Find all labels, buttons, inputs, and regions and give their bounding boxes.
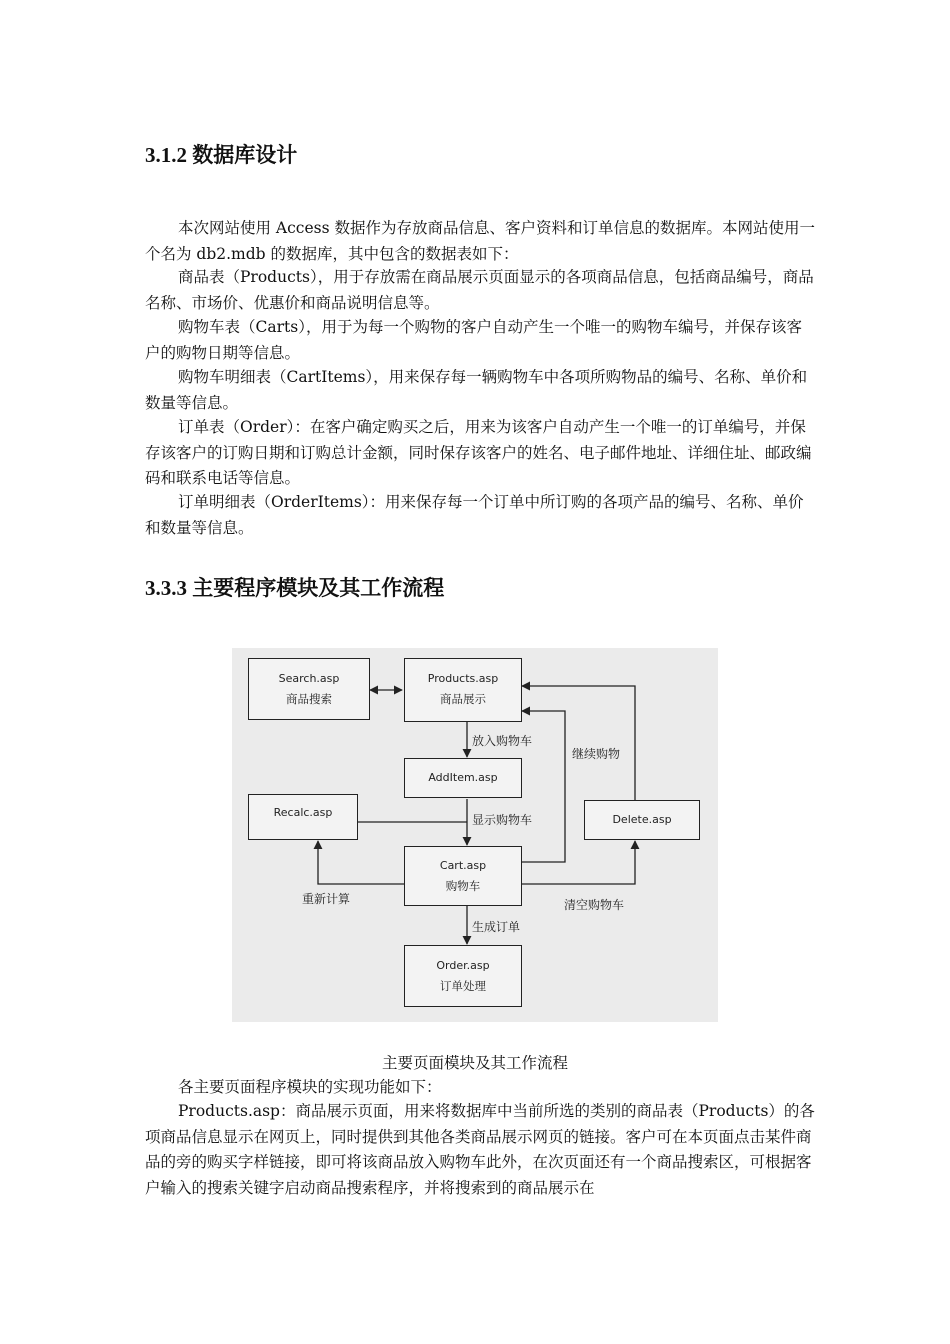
edge-label-add-to-cart: 放入购物车 [472, 734, 533, 748]
node-recalc-file: Recalc.asp [273, 806, 333, 819]
section-heading-program-modules: 3.3.3 主要程序模块及其工作流程 [145, 576, 445, 600]
node-order-file: Order.asp [436, 959, 490, 972]
edge-label-create-order: 生成订单 [472, 920, 521, 934]
node-additem [404, 758, 522, 798]
node-search [248, 658, 370, 720]
edge-label-continue-shopping: 继续购物 [572, 747, 621, 761]
node-search-label: 商品搜索 [286, 692, 332, 706]
edge-label-clear-cart: 清空购物车 [564, 898, 625, 912]
node-additem-file: AddItem.asp [428, 771, 498, 784]
paragraph-intro: 本次网站使用 Access 数据作为存放商品信息、客户资料和订单信息的数据库。本网站使用一个名为 db2.mdb 的数据库，其中包含的数据表如下： [145, 219, 815, 263]
paragraph-products-asp: Products.asp：商品展示页面，用来将数据库中当前所选的类别的商品表（Products）的各项商品信息显示在网页上，同时提供到其他各类商品展示网页的链接。客户可在本页面点击某件商品的旁的购买字样链接，即可将该商品放入购物车此外，在次页面还有一个商品搜索区，可根据客户输入的搜索关键字启动商品搜索程序，并将搜索到的商品展示在 [145, 1102, 815, 1197]
node-recalc [248, 794, 358, 840]
node-delete-file: Delete.asp [612, 813, 672, 826]
node-delete [584, 800, 700, 840]
paragraph-products-table: 商品表（Products），用于存放需在商品展示页面显示的各项商品信息，包括商品编号，商品名称、市场价、优惠价和商品说明信息等。 [145, 268, 814, 312]
figure-caption: 主要页面模块及其工作流程 [381, 1054, 568, 1072]
edge-cart-recalc [318, 841, 404, 884]
edge-label-recalculate: 重新计算 [302, 892, 351, 906]
node-search-file: Search.asp [278, 672, 340, 685]
paragraph-cartitems-table: 购物车明细表（CartItems），用来保存每一辆购物车中各项所购物品的编号、名称、单价和数量等信息。 [145, 368, 808, 412]
node-order [404, 945, 522, 1007]
node-products-label: 商品展示 [440, 692, 486, 706]
section-heading-database-design: 3.1.2 数据库设计 [145, 143, 298, 167]
node-cart [404, 846, 522, 906]
paragraph-order-table: 订单表（Order）：在客户确定购买之后，用来为该客户自动产生一个唯一的订单编号，并保存该客户的订购日期和订购总计金额，同时保存该客户的姓名、电子邮件地址、详细住址、邮政编码和联系电话等信息。 [145, 418, 812, 487]
paragraph-carts-table: 购物车表（Carts），用于为每一个购物的客户自动产生一个唯一的购物车编号，并保存该客户的购物日期等信息。 [145, 318, 802, 362]
node-cart-file: Cart.asp [439, 859, 487, 872]
paragraph-modules-intro: 各主要页面程序模块的实现功能如下： [178, 1078, 442, 1096]
edge-delete-products [522, 686, 635, 800]
node-order-label: 订单处理 [440, 979, 486, 993]
edge-label-show-cart: 显示购物车 [472, 813, 533, 827]
node-products-file: Products.asp [427, 672, 499, 685]
paragraph-orderitems-table: 订单明细表（OrderItems）：用来保存每一个订单中所订购的各项产品的编号、名称、单价和数量等信息。 [145, 493, 804, 537]
node-cart-label: 购物车 [445, 879, 481, 893]
workflow-diagram [232, 648, 718, 1022]
node-products [404, 658, 522, 722]
